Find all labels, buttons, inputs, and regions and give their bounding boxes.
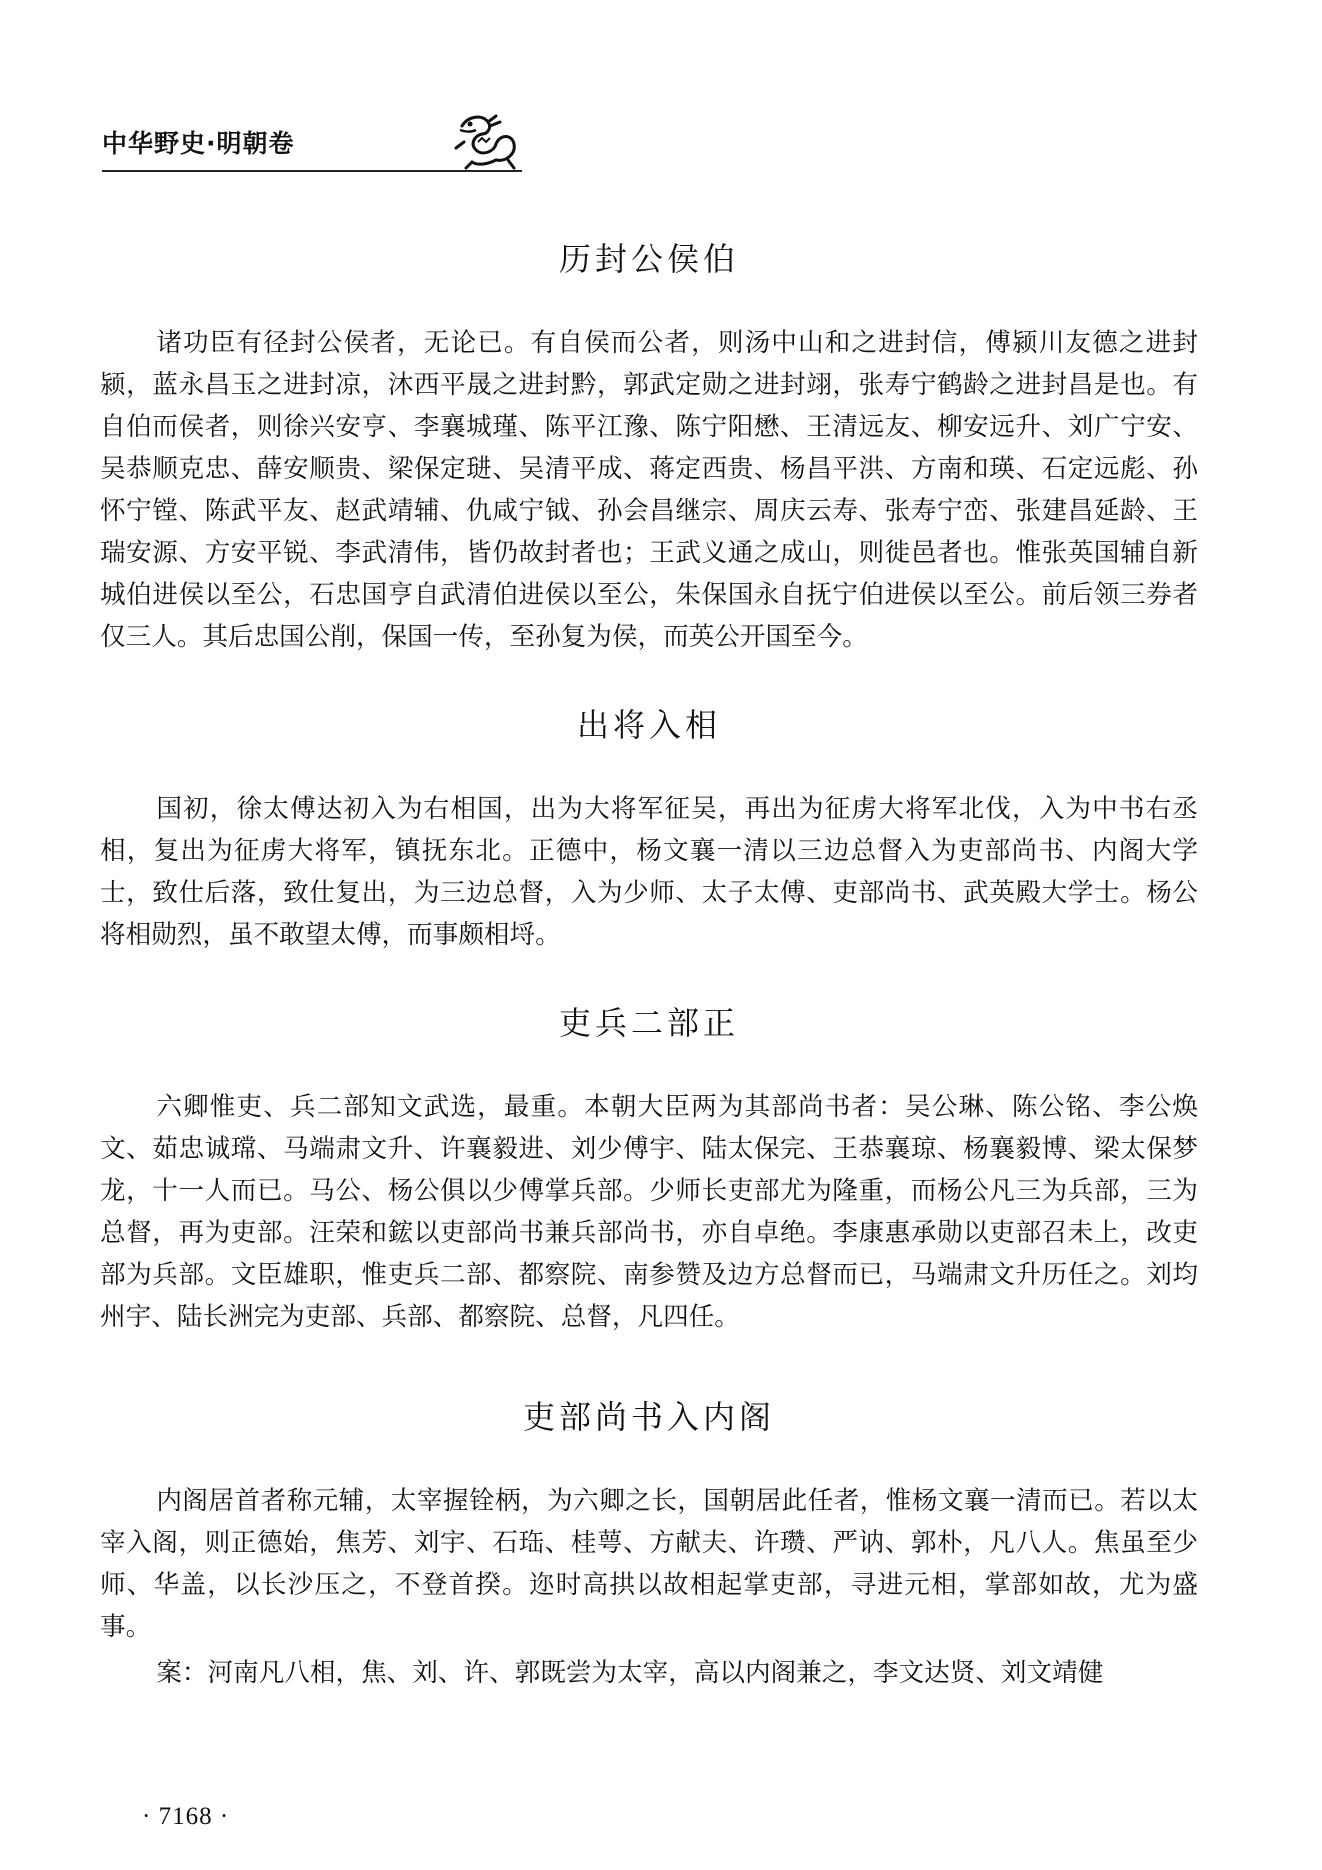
dragon-icon — [452, 112, 524, 170]
section-paragraph: 诸功臣有径封公侯者，无论已。有自侯而公者，则汤中山和之进封信，傅颍川友德之进封颍，蓝永昌玉之进封凉，沐西平晟之进封黔，郭武定勋之进封翊，张寿宁鹤龄之进封昌是也。有自伯而侯者，则徐兴安亨、李襄城瑾、陈平江豫、陈宁阳懋、王清远友、柳安远升、刘广宁安、吴恭顺克忠、薛安顺贵、梁保定琎、吴清平成、蒋定西贵、杨昌平洪、方南和瑛、石定远彪、孙怀宁镗、陈武平友、赵武靖辅、仇咸宁钺、孙会昌继宗、周庆云寿、张寿宁峦、张建昌延龄、王瑞安源、方安平锐、李武清伟，皆仍故封者也；王武义通之成山，则徙邑者也。惟张英国辅自新城伯进侯以至公，石忠国亨自武清伯进侯以至公，朱保国永自抚宁伯进侯以至公。前后领三券者仅三人。其后忠国公削，保国一传，至孙复为侯，而英公开国至今。 — [100, 328, 1198, 652]
section-heading: 历封公侯伯 — [558, 240, 739, 278]
section-heading: 出将入相 — [576, 706, 721, 744]
section-heading: 吏部尚书入内阁 — [522, 1398, 775, 1436]
running-title: 中华野史·明朝卷 — [102, 129, 295, 158]
section-paragraph: 六卿惟吏、兵二部知文武选，最重。本朝大臣两为其部尚书者：吴公琳、陈公铭、李公焕文、茹忠诚瑺、马端肃文升、许襄毅进、刘少傅宇、陆太保完、王恭襄琼、杨襄毅博、梁太保梦龙，十一人而已。马公、杨公俱以少傅掌兵部。少师长吏部尤为隆重，而杨公凡三为兵部，三为总督，再为吏部。汪荣和鋐以吏部尚书兼兵部尚书，亦自卓绝。李康惠承勋以吏部召未上，改吏部为兵部。文臣雄职，惟吏兵二部、都察院、南参赞及边方总督而已，马端肃文升历任之。刘均州宇、陆长洲完为吏部、兵部、都察院、总督，凡四任。 — [100, 1092, 1198, 1332]
main-content — [100, 226, 1198, 1694]
section-heading: 吏兵二部正 — [558, 1004, 739, 1042]
running-header — [102, 118, 522, 178]
section-paragraph: 内阁居首者称元辅，太宰握铨柄，为六卿之长，国朝居此任者，惟杨文襄一清而已。若以太宰入阁，则正德始，焦芳、刘宇、石珤、桂萼、方献夫、许瓒、严讷、郭朴，凡八人。焦虽至少师、华盖，以长沙压之，不登首揆。迩时高拱以故相起掌吏部，寻进元相，掌部如故，尤为盛事。 — [100, 1486, 1198, 1642]
header-rule — [102, 170, 522, 172]
annotation-paragraph: 案：河南凡八相，焦、刘、许、郭既尝为太宰，高以内阁兼之，李文达贤、刘文靖健 — [156, 1658, 1104, 1688]
page-number: · 7168 · — [142, 1803, 230, 1830]
section-paragraph: 国初，徐太傅达初入为右相国，出为大将军征吴，再出为征虏大将军北伐，入为中书右丞相，复出为征虏大将军，镇抚东北。正德中，杨文襄一清以三边总督入为吏部尚书、内阁大学士，致仕后落，致仕复出，为三边总督，入为少师、太子太傅、吏部尚书、武英殿大学士。杨公将相勋烈，虽不敢望太傅，而事颇相埒。 — [100, 794, 1198, 950]
